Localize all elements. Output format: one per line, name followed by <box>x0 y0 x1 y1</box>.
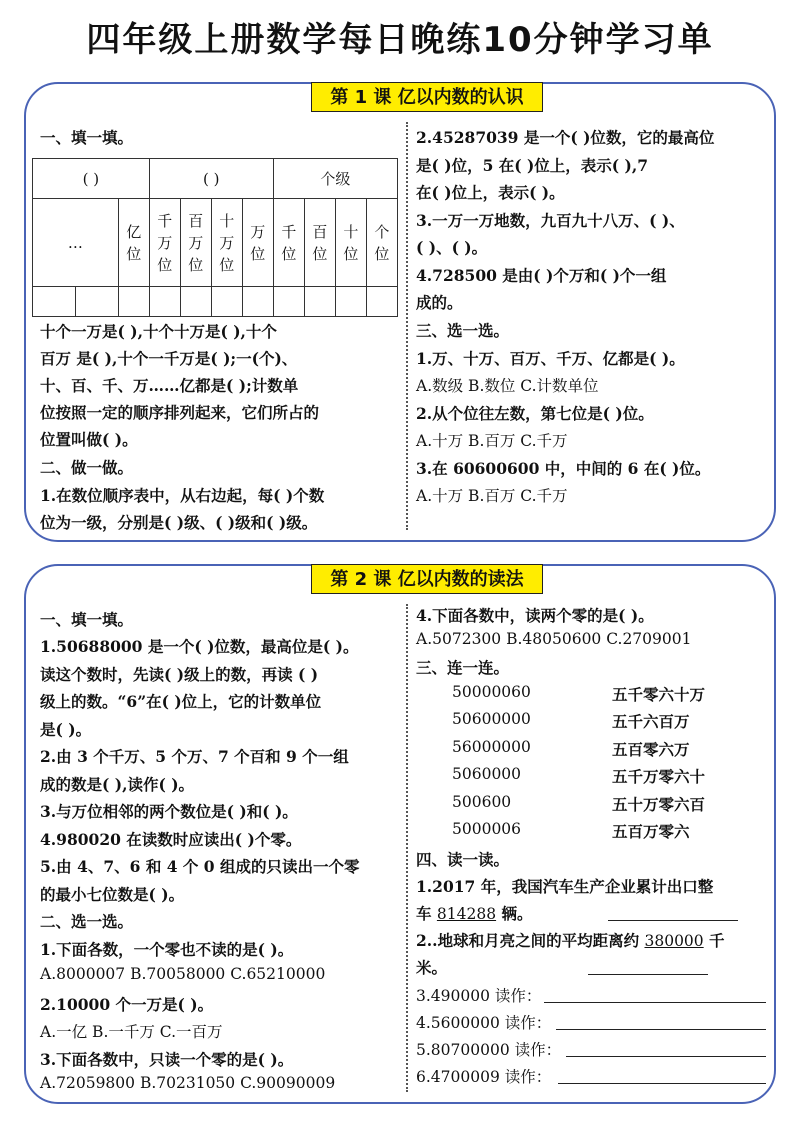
options: A.一亿 B.一千万 C.一百万 <box>40 1023 223 1041</box>
digit-label: 千位 <box>281 222 297 263</box>
match-word[interactable]: 五千零六十万 <box>612 685 706 704</box>
digit-label: 亿位 <box>126 222 142 263</box>
blank-cell[interactable] <box>180 287 211 317</box>
text-line: 成的。 <box>416 293 463 312</box>
section-heading: 一、填一填。 <box>40 128 134 147</box>
options: A.5072300 B.48050600 C.2709001 <box>416 630 692 648</box>
text-fragment: 车 <box>416 904 437 923</box>
match-number[interactable]: 500600 <box>452 793 512 811</box>
answer-line[interactable] <box>588 974 708 975</box>
text-line: 在( )位上，表示( )。 <box>416 183 565 202</box>
digit-cell <box>180 199 211 287</box>
text-line: 成的数是( ),读作( )。 <box>40 775 195 794</box>
header-cell-wan: ( ) <box>149 159 273 199</box>
text-line: 4.980020 在读数时应读出( )个零。 <box>40 830 302 849</box>
header-cell-yi: ( ) <box>33 159 150 199</box>
lesson-1-title: 第 1 课 亿以内数的认识 <box>311 82 543 112</box>
text-line: 十个一万是( ),十个十万是( ),十个 <box>40 322 277 341</box>
digit-label: 十万位 <box>219 211 235 274</box>
text-line: 3.一万一万地数，九百九十八万、( )、 <box>416 211 685 230</box>
question: 3.下面各数中，只读一个零的是( )。 <box>40 1050 294 1069</box>
underlined-number: 380000 <box>644 932 704 950</box>
match-word[interactable]: 五百零六万 <box>612 740 690 759</box>
digit-cell: … <box>33 199 119 287</box>
options: A.72059800 B.70231050 C.90090009 <box>40 1074 336 1092</box>
digit-cell <box>149 199 180 287</box>
text-fragment: 辆。 <box>496 904 533 923</box>
page-title: 四年级上册数学每日晚练10分钟学习单 <box>86 20 714 60</box>
blank-cell[interactable] <box>75 287 118 317</box>
blank-cell[interactable] <box>304 287 335 317</box>
place-value-table <box>32 158 398 317</box>
digit-cell <box>304 199 335 287</box>
lesson-2-title: 第 2 课 亿以内数的读法 <box>311 564 543 594</box>
column-divider <box>406 122 408 530</box>
text-line: 4.728500 是由( )个万和( )个一组 <box>416 266 667 285</box>
digit-label: 个位 <box>374 222 390 263</box>
text-line: 米。 <box>416 958 448 977</box>
digit-label: 百位 <box>312 222 328 263</box>
text-line: 是( )。 <box>40 720 92 739</box>
digit-label: 十位 <box>343 222 359 263</box>
text-line: 位按照一定的顺序排列起来，它们所占的 <box>40 403 320 422</box>
section-heading: 三、选一选。 <box>416 321 510 340</box>
digit-label: 万位 <box>250 222 266 263</box>
blank-cell[interactable] <box>273 287 304 317</box>
text-line: 百万 是( ),十个一千万是( );一(个)、 <box>40 349 298 368</box>
read-item: 5.80700000 读作： <box>416 1041 562 1059</box>
match-number[interactable]: 50600000 <box>452 710 531 728</box>
section-heading: 二、选一选。 <box>40 912 134 931</box>
read-item: 4.5600000 读作： <box>416 1014 552 1032</box>
text-line: 3.与万位相邻的两个数位是( )和( )。 <box>40 802 298 821</box>
text-line: 2.由 3 个千万、5 个万、7 个百和 9 个一组 <box>40 747 349 766</box>
digit-cell <box>242 199 273 287</box>
lesson-2-panel <box>24 564 776 1104</box>
text-line: 位置叫做( )。 <box>40 430 138 449</box>
text-line: 1.在数位顺序表中，从右边起，每( )个数 <box>40 486 325 505</box>
answer-line[interactable] <box>558 1083 766 1084</box>
text-line: 2.45287039 是一个( )位数，它的最高位 <box>416 128 715 147</box>
digit-cell <box>211 199 242 287</box>
match-word[interactable]: 五百万零六 <box>612 822 690 841</box>
text-fragment: 千 <box>703 931 725 950</box>
question: 4.下面各数中，读两个零的是( )。 <box>416 606 654 625</box>
section-heading: 三、连一连。 <box>416 658 510 677</box>
read-item: 6.4700009 读作： <box>416 1068 552 1086</box>
text-line <box>416 902 532 924</box>
match-number[interactable]: 5060000 <box>452 765 522 783</box>
blank-cell[interactable] <box>242 287 273 317</box>
text-line: 的最小七位数是( )。 <box>40 885 185 904</box>
match-number[interactable]: 50000060 <box>452 683 531 701</box>
blank-cell[interactable] <box>33 287 76 317</box>
text-line: 十、百、千、万……亿都是( );计数单 <box>40 376 299 395</box>
text-line: 是( )位，5 在( )位上，表示( ),7 <box>416 156 649 175</box>
text-line: 5.由 4、7、6 和 4 个 0 组成的只读出一个零 <box>40 857 360 876</box>
digit-label: 百万位 <box>188 211 204 274</box>
match-number[interactable]: 5000006 <box>452 820 522 838</box>
options: A.数级 B.数位 C.计数单位 <box>416 377 599 395</box>
answer-line[interactable] <box>556 1029 766 1030</box>
answer-line[interactable] <box>608 920 738 921</box>
blank-cell[interactable] <box>118 287 149 317</box>
match-word[interactable]: 五千万零六十 <box>612 767 706 786</box>
digit-label: 千万位 <box>157 211 173 274</box>
text-line <box>416 929 725 951</box>
digit-cell <box>366 199 397 287</box>
text-line: 1.50688000 是一个( )位数，最高位是( )。 <box>40 637 359 656</box>
text-line: ( )、( )。 <box>416 238 488 257</box>
options: A.8000007 B.70058000 C.65210000 <box>40 965 326 983</box>
match-word[interactable]: 五十万零六百 <box>612 795 706 814</box>
header-cell-ge: 个级 <box>273 159 397 199</box>
text-line: 位为一级，分别是( )级、( )级和( )级。 <box>40 513 318 532</box>
section-heading: 一、填一填。 <box>40 610 134 629</box>
question: 1.万、十万、百万、千万、亿都是( )。 <box>416 349 685 368</box>
question: 3.在 60600600 中，中间的 6 在( )位。 <box>416 459 711 478</box>
text-fragment: 2..地球和月亮之间的平均距离约 <box>416 931 645 950</box>
options: A.十万 B.百万 C.千万 <box>416 432 568 450</box>
match-number[interactable]: 56000000 <box>452 738 531 756</box>
lesson-1-panel <box>24 82 776 542</box>
section-heading: 四、读一读。 <box>416 850 510 869</box>
blank-cell[interactable] <box>211 287 242 317</box>
question: 2.10000 个一万是( )。 <box>40 995 214 1014</box>
answer-line[interactable] <box>544 1002 766 1003</box>
blank-cell[interactable] <box>335 287 366 317</box>
text-line: 读这个数时，先读( )级上的数，再读 ( ) <box>40 665 319 684</box>
underlined-number: 814288 <box>436 905 497 923</box>
text-line: 级上的数。“6”在( )位上，它的计数单位 <box>40 692 322 711</box>
question: 2.从个位往左数，第七位是( )位。 <box>416 404 654 423</box>
answer-line[interactable] <box>566 1056 766 1057</box>
digit-cell <box>118 199 149 287</box>
text-line: 1.2017 年，我国汽车生产企业累计出口整 <box>416 877 714 896</box>
blank-cell[interactable] <box>366 287 397 317</box>
match-word[interactable]: 五千六百万 <box>612 712 690 731</box>
digit-cell <box>273 199 304 287</box>
section-heading: 二、做一做。 <box>40 458 134 477</box>
read-item: 3.490000 读作： <box>416 987 542 1005</box>
blank-cell[interactable] <box>149 287 180 317</box>
options: A.十万 B.百万 C.千万 <box>416 487 568 505</box>
digit-cell <box>335 199 366 287</box>
question: 1.下面各数，一个零也不读的是( )。 <box>40 940 294 959</box>
column-divider <box>406 604 408 1092</box>
